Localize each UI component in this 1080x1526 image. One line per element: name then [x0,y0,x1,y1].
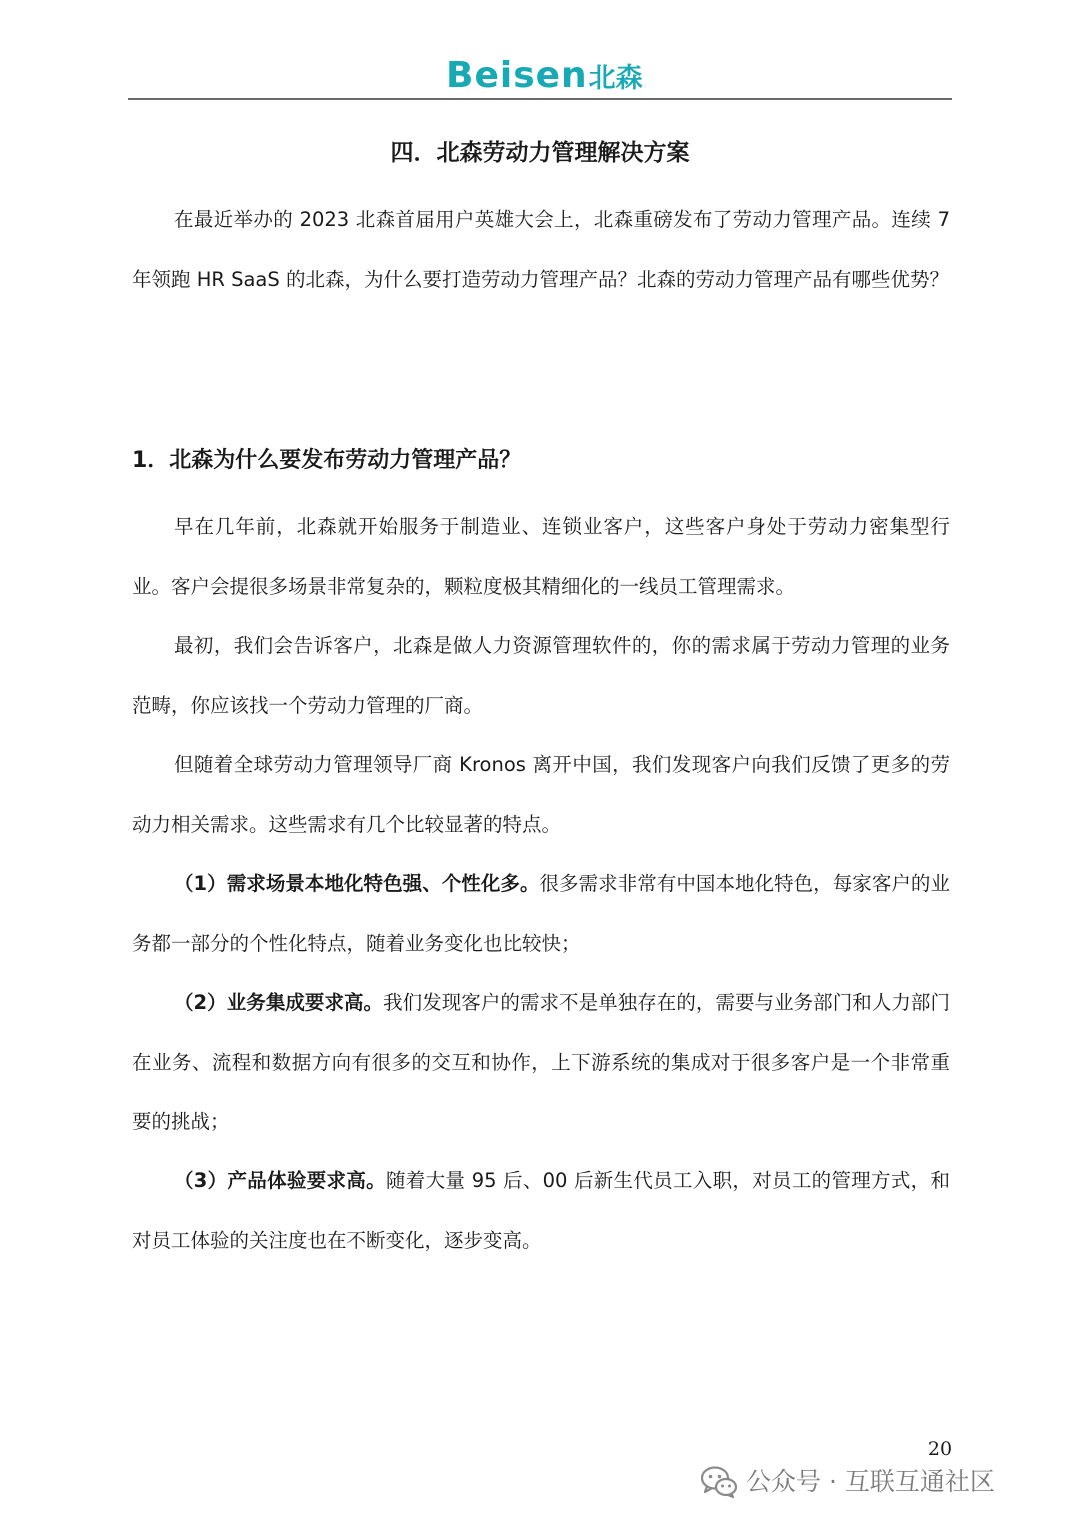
point-text-2: 我们发现客户的需求不是单独存在的，需要与业务部门和人力部门在业务、流程和数据方向有很多的交互和协作，上下游系统的集成对于很多客户是一个非常重要的挑战； [132,991,950,1133]
watermark [700,1462,995,1502]
point-label-2: （2）业务集成要求高。 [174,991,384,1014]
beisen-logo [446,55,643,96]
logo-cjk-text: 北森 [588,63,643,94]
point-label-3: （3）产品体验要求高。 [174,1169,386,1192]
point-text-3: 随着大量 95 后、00 后新生代员工入职，对员工的管理方式，和对员工体验的关注度也在不断变化，逐步变高。 [132,1169,950,1252]
point-text-1: 很多需求非常有中国本地化特色，每家客户的业务都一部分的个性化特点，随着业务变化也比较快； [132,872,950,955]
page-title: 四．北森劳动力管理解决方案 [390,140,690,166]
page-header [128,56,952,100]
page-number: 20 [927,1438,953,1460]
point-label-1: （1）需求场景本地化特色强、个性化多。 [174,872,540,895]
intro-paragraph: 在最近举办的 2023 北森首届用户英雄大会上，北森重磅发布了劳动力管理产品。连续 7 年领跑 HR SaaS 的北森，为什么要打造劳动力管理产品？北森的劳动力管理产品有哪些优势？ [132,208,950,291]
point-paragraph-2 [132,973,950,1152]
wechat-icon [700,1465,738,1499]
watermark-text: 公众号 · 互联互通社区 [746,1467,995,1496]
body-paragraph-2: 最初，我们会告诉客户，北森是做人力资源管理软件的，你的需求属于劳动力管理的业务范畴，你应该找一个劳动力管理的厂商。 [132,634,950,717]
body-paragraph-1: 早在几年前，北森就开始服务于制造业、连锁业客户，这些客户身处于劳动力密集型行业。客户会提很多场景非常复杂的，颗粒度极其精细化的一线员工管理需求。 [132,515,950,598]
section-heading: 1．北森为什么要发布劳动力管理产品？ [132,448,522,473]
point-paragraph-1 [132,854,950,973]
logo-latin-text: Beisen [446,55,588,96]
point-paragraph-3 [132,1151,950,1270]
body-paragraph-3: 但随着全球劳动力管理领导厂商 Kronos 离开中国，我们发现客户向我们反馈了更多的劳动力相关需求。这些需求有几个比较显著的特点。 [132,753,950,836]
